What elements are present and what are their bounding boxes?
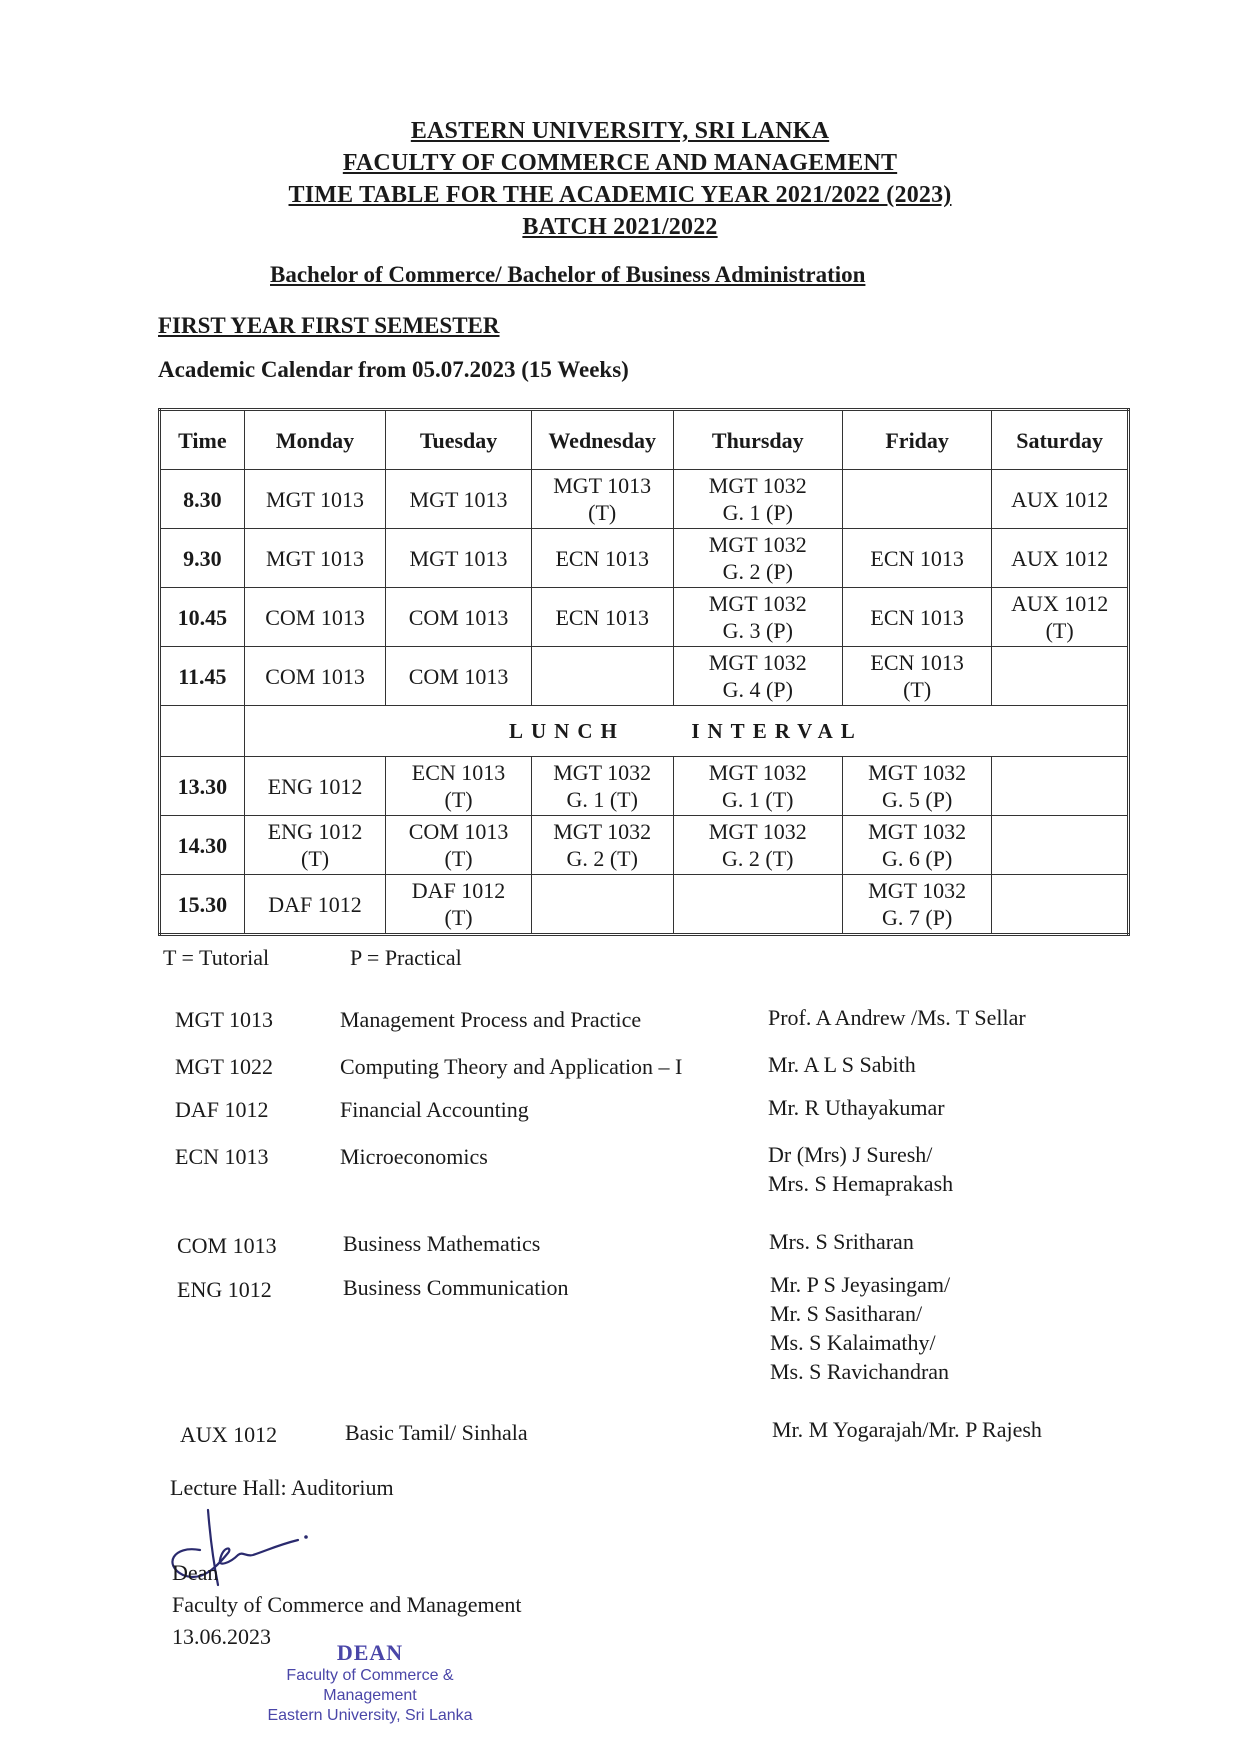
course-code: AUX 1012 <box>180 1422 278 1447</box>
session-cell <box>531 470 673 529</box>
timetable-row <box>160 588 1129 647</box>
session-cell <box>386 647 531 706</box>
session-text: (T) <box>588 500 617 525</box>
morning-sessions <box>160 470 1129 706</box>
session-cell <box>531 647 673 706</box>
timetable <box>158 408 1130 936</box>
session-text: MGT 1032 <box>708 650 807 675</box>
session-cell <box>992 647 1129 706</box>
session-text: COM 1013 <box>265 604 365 630</box>
session-cell <box>244 757 386 816</box>
stamp-title: DEAN <box>336 1640 404 1665</box>
session-text: G. 4 (P) <box>722 677 793 702</box>
session-text: G. 1 (T) <box>722 787 794 812</box>
session-cell <box>992 757 1129 816</box>
batch-title: BATCH 2021/2022 <box>522 214 718 240</box>
header-saturday: Saturday <box>992 410 1129 470</box>
session-text: ENG 1012 <box>267 819 363 844</box>
session-text: ECN 1013 <box>870 650 964 675</box>
dean-faculty: Faculty of Commerce and Management <box>172 1592 522 1617</box>
session-text: MGT 1032 <box>868 760 967 785</box>
session-text: MGT 1013 <box>266 486 365 512</box>
timetable-row <box>160 470 1129 529</box>
session-text: MGT 1032 <box>708 591 807 616</box>
session-cell <box>244 875 386 935</box>
session-cell <box>531 588 673 647</box>
session-cell <box>992 470 1129 529</box>
session-text: MGT 1032 <box>708 819 807 844</box>
lunch-row <box>160 706 1129 757</box>
stamp-faculty: Faculty of Commerce & Management <box>286 1667 454 1704</box>
course-lecturer: Mrs. S Hemaprakash <box>768 1171 954 1196</box>
degree-title: Bachelor of Commerce/ Bachelor of Business Administration <box>270 262 866 287</box>
header-thursday: Thursday <box>673 410 842 470</box>
course-title: Computing Theory and Application – I <box>340 1054 683 1079</box>
session-text: COM 1013 <box>408 663 509 689</box>
course-code: COM 1013 <box>177 1233 277 1258</box>
course-lecturer: Mr. R Uthayakumar <box>768 1095 945 1120</box>
session-text: COM 1013 <box>408 604 509 630</box>
course-lecturer: Mr. M Yogarajah/Mr. P Rajesh <box>772 1417 1042 1442</box>
timetable-header-row <box>160 410 1129 470</box>
session-text: ENG 1012 <box>267 773 363 799</box>
course-title: Microeconomics <box>340 1144 488 1169</box>
session-text: AUX 1012 <box>1011 486 1109 512</box>
session-cell <box>531 757 673 816</box>
afternoon-sessions <box>160 757 1129 935</box>
session-text: ECN 1013 <box>411 760 506 785</box>
session-cell <box>842 875 991 935</box>
course-code: DAF 1012 <box>175 1097 269 1122</box>
course-title: Basic Tamil/ Sinhala <box>345 1420 528 1445</box>
session-text: G. 1 (P) <box>722 500 793 525</box>
session-text: MGT 1032 <box>553 760 652 785</box>
timetable-row <box>160 529 1129 588</box>
course-title: Management Process and Practice <box>340 1007 642 1032</box>
time-slot: 13.30 <box>160 757 245 816</box>
session-cell <box>673 875 842 935</box>
session-text: G. 6 (P) <box>882 846 953 871</box>
course-lecturer: Ms. S Kalaimathy/ <box>770 1330 936 1355</box>
session-cell <box>244 816 386 875</box>
header-time: Time <box>160 410 245 470</box>
lunch-time-cell <box>160 706 245 757</box>
session-cell <box>842 757 991 816</box>
session-cell <box>842 588 991 647</box>
dean-stamp <box>240 1640 500 1726</box>
time-slot: 10.45 <box>160 588 245 647</box>
session-text: G. 2 (P) <box>722 559 793 584</box>
course-code: MGT 1022 <box>175 1054 273 1079</box>
course-title: Business Communication <box>343 1275 569 1300</box>
session-cell <box>842 529 991 588</box>
session-text: AUX 1012 <box>1011 545 1109 571</box>
header-wednesday: Wednesday <box>531 410 673 470</box>
session-text: COM 1013 <box>265 663 365 689</box>
timetable-row <box>160 647 1129 706</box>
session-text: (T) <box>444 905 473 930</box>
course-lecturer: Dr (Mrs) J Suresh/ <box>768 1142 933 1167</box>
session-text: MGT 1032 <box>868 819 967 844</box>
timetable-row <box>160 816 1129 875</box>
session-text: (T) <box>444 787 473 812</box>
session-text: MGT 1032 <box>708 473 807 498</box>
session-cell <box>244 470 386 529</box>
session-cell <box>673 588 842 647</box>
session-cell <box>842 647 991 706</box>
session-cell <box>842 470 991 529</box>
course-lecturer: Mr. S Sasitharan/ <box>770 1301 923 1326</box>
timetable-title: TIME TABLE FOR THE ACADEMIC YEAR 2021/2022 (2023) <box>288 182 952 208</box>
course-title: Financial Accounting <box>340 1097 529 1122</box>
session-cell <box>386 816 531 875</box>
session-text: DAF 1012 <box>411 878 506 903</box>
session-text: (T) <box>301 846 330 871</box>
session-text: ECN 1013 <box>555 604 649 630</box>
session-cell <box>244 647 386 706</box>
course-lecturer: Ms. S Ravichandran <box>770 1359 950 1384</box>
course-lecturer: Mr. A L S Sabith <box>768 1052 916 1077</box>
session-cell <box>673 816 842 875</box>
course-lecturer: Mrs. S Sritharan <box>769 1229 914 1254</box>
session-text: MGT 1013 <box>409 545 508 571</box>
session-cell <box>531 816 673 875</box>
session-text: (T) <box>903 677 932 702</box>
lunch-interval-cell <box>244 706 1128 757</box>
time-slot: 14.30 <box>160 816 245 875</box>
academic-calendar: Academic Calendar from 05.07.2023 (15 Weeks) <box>158 357 629 382</box>
session-text: G. 5 (P) <box>882 787 953 812</box>
dean-label: Dean <box>172 1560 219 1585</box>
session-text: MGT 1032 <box>868 878 967 903</box>
session-text: (T) <box>1045 618 1074 643</box>
semester-title: FIRST YEAR FIRST SEMESTER <box>158 313 500 338</box>
session-text: MGT 1013 <box>266 545 365 571</box>
time-slot: 9.30 <box>160 529 245 588</box>
session-text: G. 1 (T) <box>566 787 638 812</box>
timetable-row <box>160 757 1129 816</box>
session-text: G. 7 (P) <box>882 905 953 930</box>
course-code: MGT 1013 <box>175 1007 273 1032</box>
course-code: ECN 1013 <box>175 1144 269 1169</box>
time-slot: 8.30 <box>160 470 245 529</box>
session-cell <box>386 529 531 588</box>
legend-tutorial: T = Tutorial <box>163 945 270 970</box>
lecture-hall: Lecture Hall: Auditorium <box>170 1475 394 1500</box>
session-text: ECN 1013 <box>870 604 964 630</box>
session-cell <box>386 588 531 647</box>
session-cell <box>531 875 673 935</box>
lunch-row-group <box>160 706 1129 757</box>
session-text: ECN 1013 <box>555 545 649 571</box>
faculty-title: FACULTY OF COMMERCE AND MANAGEMENT <box>342 150 898 176</box>
session-text: ECN 1013 <box>870 545 964 571</box>
time-slot: 11.45 <box>160 647 245 706</box>
session-cell <box>244 529 386 588</box>
session-cell <box>673 470 842 529</box>
timetable-row <box>160 875 1129 935</box>
session-cell <box>386 757 531 816</box>
lunch-word: LUNCH <box>509 718 625 743</box>
session-cell <box>386 470 531 529</box>
session-cell <box>842 816 991 875</box>
session-cell <box>673 757 842 816</box>
session-cell <box>386 875 531 935</box>
course-code: ENG 1012 <box>177 1277 272 1302</box>
course-lecturer: Mr. P S Jeyasingam/ <box>770 1272 951 1297</box>
session-cell <box>992 816 1129 875</box>
header-tuesday: Tuesday <box>386 410 531 470</box>
session-text: G. 2 (T) <box>566 846 638 871</box>
session-cell <box>244 588 386 647</box>
session-cell <box>673 647 842 706</box>
session-text: G. 3 (P) <box>722 618 793 643</box>
session-text: DAF 1012 <box>268 891 362 917</box>
interval-word: INTERVAL <box>691 718 863 743</box>
session-text: COM 1013 <box>408 819 509 844</box>
session-text: MGT 1032 <box>708 760 807 785</box>
session-text: MGT 1032 <box>553 819 652 844</box>
session-text: MGT 1013 <box>553 473 652 498</box>
session-text: MGT 1032 <box>708 532 807 557</box>
signed-date: 13.06.2023 <box>172 1624 271 1649</box>
session-cell <box>992 588 1129 647</box>
legend-practical: P = Practical <box>350 945 462 970</box>
session-cell <box>673 529 842 588</box>
header-monday: Monday <box>244 410 386 470</box>
session-cell <box>531 529 673 588</box>
course-lecturer: Prof. A Andrew /Ms. T Sellar <box>768 1005 1026 1030</box>
session-cell <box>992 875 1129 935</box>
session-text: MGT 1013 <box>409 486 508 512</box>
university-title: EASTERN UNIVERSITY, SRI LANKA <box>410 118 830 144</box>
time-slot: 15.30 <box>160 875 245 935</box>
header-friday: Friday <box>842 410 991 470</box>
stamp-university: Eastern University, Sri Lanka <box>267 1707 473 1724</box>
course-title: Business Mathematics <box>343 1231 541 1256</box>
session-text: G. 2 (T) <box>722 846 794 871</box>
session-cell <box>992 529 1129 588</box>
session-text: (T) <box>444 846 473 871</box>
session-text: AUX 1012 <box>1011 591 1109 616</box>
